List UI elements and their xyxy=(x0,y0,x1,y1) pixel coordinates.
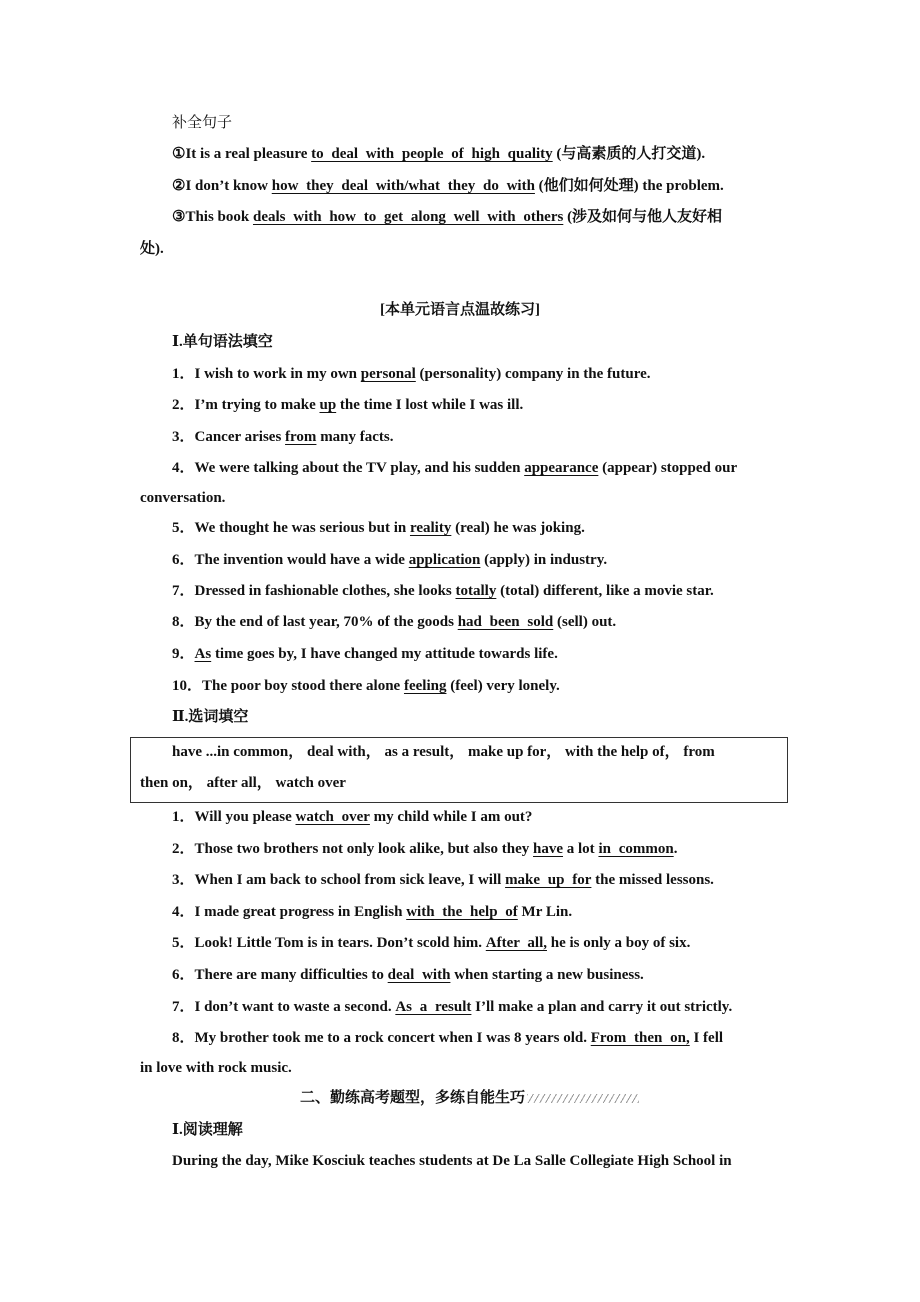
text: 10．The poor boy stood there alone xyxy=(172,678,404,694)
text: (total) different, like a movie star. xyxy=(496,583,714,599)
hatch-decoration xyxy=(527,1094,639,1103)
text: the time I lost while I was ill. xyxy=(336,397,524,413)
part1-item-8 xyxy=(172,612,782,632)
reading-title: Ⅰ.阅读理解 xyxy=(172,1122,243,1138)
text: 2．I’m trying to make xyxy=(172,397,320,413)
text: 3．When I am back to school from sick leave, I will xyxy=(172,872,506,888)
answer-blank: up xyxy=(319,397,337,413)
answer-blank: personal xyxy=(360,366,416,382)
text: 7．Dressed in fashionable clothes, she looks xyxy=(172,583,456,599)
text: (他们如何处理) the problem. xyxy=(534,178,724,194)
text: a lot xyxy=(563,841,599,857)
part1-title: Ⅰ.单句语法填空 xyxy=(172,334,273,350)
answer-blank: deal with xyxy=(387,967,451,983)
text: 6．There are many difficulties to xyxy=(172,967,388,983)
answer-blank: have xyxy=(533,841,564,857)
text: 8．My brother took me to a rock concert when I was 8 years old. xyxy=(172,1030,591,1046)
answer-blank: After all, xyxy=(485,935,547,951)
answer-blank: make up for xyxy=(505,872,592,888)
text: ①It is a real pleasure xyxy=(172,146,312,162)
bu-quan-title: 补全句子 xyxy=(172,115,233,131)
text: (real) he was joking. xyxy=(451,520,585,536)
part1-item-2 xyxy=(172,395,782,415)
text: 4．We were talking about the TV play, and his sudden xyxy=(172,460,525,476)
text: 5．We thought he was serious but in xyxy=(172,520,410,536)
part2-item-8 xyxy=(172,1028,782,1048)
text: (personality) company in the future. xyxy=(415,366,651,382)
text: he is only a boy of six. xyxy=(546,935,691,951)
part1-item-10 xyxy=(172,676,782,696)
text: (涉及如何与他人友好相 xyxy=(563,209,723,225)
text: I fell xyxy=(689,1030,724,1046)
text: 8．By the end of last year, 70% of the goods xyxy=(172,614,458,630)
answer-blank: watch over xyxy=(295,809,370,825)
part1-item-1 xyxy=(172,364,782,384)
text: 3．Cancer arises xyxy=(172,429,286,445)
answer-blank: from xyxy=(285,429,317,445)
text: 6．The invention would have a wide xyxy=(172,552,409,568)
review-title: [本单元语言点温故练习] xyxy=(380,302,540,318)
part1-item-4-cont: conversation. xyxy=(140,490,226,506)
text: 2．Those two brothers not only look alike, but also they xyxy=(172,841,534,857)
answer-blank: As xyxy=(194,646,212,662)
text: (sell) out. xyxy=(553,614,617,630)
text: ②I don’t know xyxy=(172,178,272,194)
answer-blank: to deal with people of high quality xyxy=(311,146,553,162)
answer-blank: totally xyxy=(455,583,497,599)
answer-blank: From then on, xyxy=(590,1030,690,1046)
text: when starting a new business. xyxy=(450,967,644,983)
answer-blank: deals with how to get along well with others xyxy=(252,209,564,225)
text: many facts. xyxy=(316,429,394,445)
part2-item-5 xyxy=(172,933,782,953)
bu-quan-sentence-3-cont: 处). xyxy=(140,241,164,257)
part1-item-5 xyxy=(172,518,782,538)
text: 7．I don’t want to waste a second. xyxy=(172,999,396,1015)
answer-blank: with the help of xyxy=(406,904,518,920)
answer-blank: had been sold xyxy=(457,614,554,630)
part2-item-4 xyxy=(172,902,782,922)
text: ③This book xyxy=(172,209,253,225)
text: 5．Look! Little Tom is in tears. Don’t scold him. xyxy=(172,935,486,951)
text: 4．I made great progress in English xyxy=(172,904,407,920)
text: Mr Lin. xyxy=(517,904,573,920)
bu-quan-sentence-1 xyxy=(172,144,782,164)
text: 1．Will you please xyxy=(172,809,296,825)
part1-item-3 xyxy=(172,427,782,447)
part2-item-6 xyxy=(172,965,782,985)
part2-item-3 xyxy=(172,870,782,890)
part1-item-6 xyxy=(172,550,782,570)
answer-blank: appearance xyxy=(524,460,599,476)
text: (apply) in industry. xyxy=(480,552,608,568)
text: the missed lessons. xyxy=(591,872,714,888)
text: (feel) very lonely. xyxy=(446,678,560,694)
text: time goes by, I have changed my attitude towards life. xyxy=(211,646,558,662)
word-bank-line-2: then on， after all， watch over xyxy=(140,775,346,791)
bu-quan-sentence-2 xyxy=(172,176,782,196)
part2-title: Ⅱ.选词填空 xyxy=(172,709,249,725)
part2-item-7 xyxy=(172,997,782,1017)
part1-item-4 xyxy=(172,458,782,478)
section2-title xyxy=(300,1088,700,1108)
answer-blank: application xyxy=(408,552,481,568)
text: 1．I wish to work in my own xyxy=(172,366,361,382)
bu-quan-sentence-3 xyxy=(172,207,782,227)
part2-item-8-cont: in love with rock music. xyxy=(140,1060,292,1076)
part2-item-2 xyxy=(172,839,782,859)
part1-item-9 xyxy=(172,644,782,664)
text: I’ll make a plan and carry it out strictly. xyxy=(471,999,733,1015)
answer-blank: As a result xyxy=(395,999,472,1015)
answer-blank: reality xyxy=(409,520,452,536)
text: 9． xyxy=(172,646,195,662)
part1-item-7 xyxy=(172,581,782,601)
text: (appear) stopped our xyxy=(598,460,738,476)
text: . xyxy=(673,841,678,857)
text: (与高素质的人打交道). xyxy=(552,146,706,162)
section2-title-text: 二、勤练高考题型，多练自能生巧 xyxy=(300,1090,526,1106)
part2-item-1 xyxy=(172,807,782,827)
answer-blank: how they deal with/what they do with xyxy=(271,178,535,194)
reading-line-1: During the day, Mike Kosciuk teaches students at De La Salle Collegiate High School in xyxy=(172,1153,732,1169)
answer-blank: in common xyxy=(598,841,674,857)
word-bank-line-1: have ...in common， deal with， as a result， make up for， with the help of， from xyxy=(172,744,715,760)
answer-blank: feeling xyxy=(403,678,447,694)
text: my child while I am out? xyxy=(369,809,533,825)
